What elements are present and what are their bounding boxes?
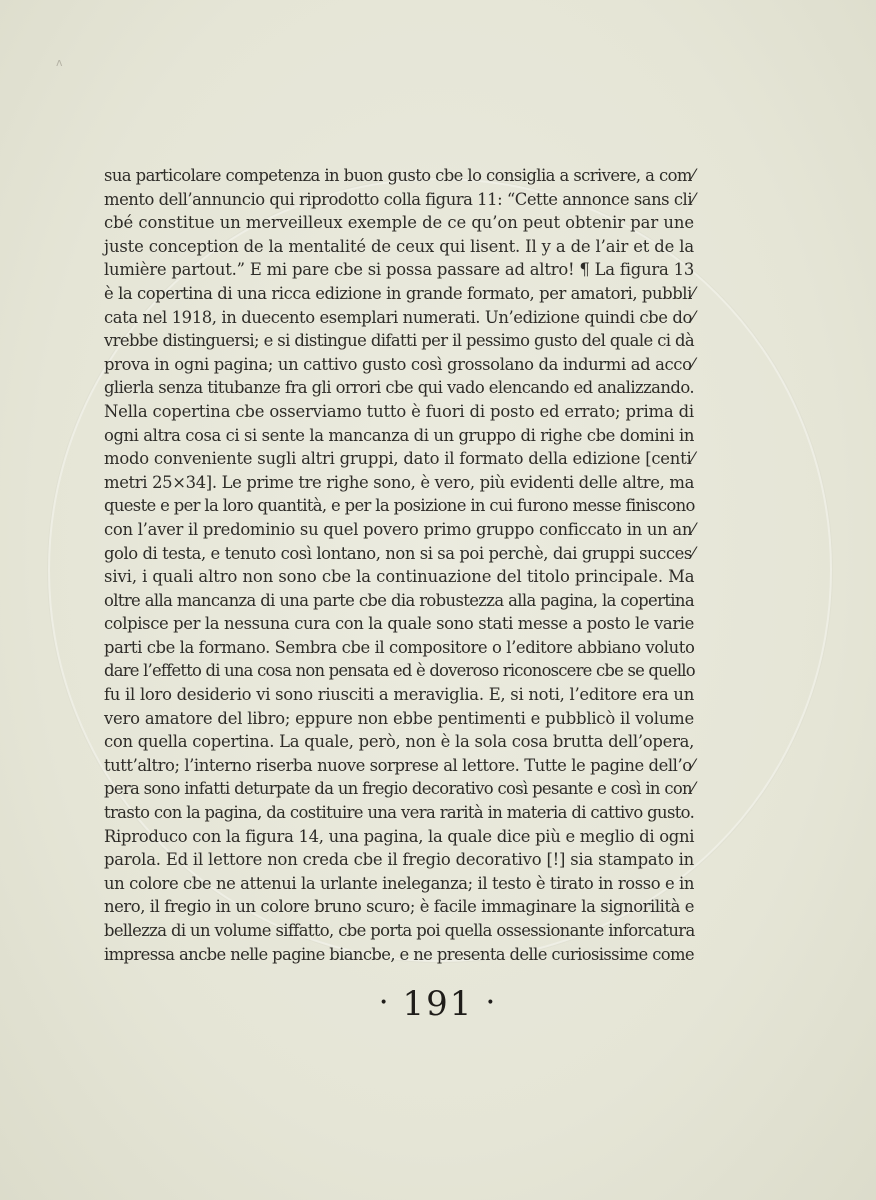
text-line: juste conception de la mentalité de ceux qui lisent. Il y a de l’air et de la: [104, 236, 694, 256]
text-line: trasto con la pagina, da costituire una vera rarità in materia di cattivo gusto.: [104, 803, 695, 823]
text-line: parola. Ed il lettore non creda cbe il fregio decorativo [!] sia stampato in: [104, 850, 694, 870]
text-line: vero amatore del libro; eppure non ebbe pentimenti e pubblicò il volume: [104, 708, 694, 728]
folio-right-ornament: •: [486, 995, 497, 1011]
text-line: golo di testa, e tenuto così lontano, non si sa poi perchè, dai gruppi succes⁄: [104, 543, 695, 563]
text-line: queste e per la loro quantità, e per la posizione in cui furono messe finiscono: [104, 496, 695, 516]
text-line: impressa ancbe nelle pagine biancbe, e ne presenta delle curiosissime come: [104, 944, 694, 964]
text-line: metri 25×34]. Le prime tre righe sono, è vero, più evidenti delle altre, ma: [104, 472, 694, 492]
text-line: con l’aver il predominio su quel povero primo gruppo conficcato in un an⁄: [104, 519, 695, 539]
text-line: sivi, i quali altro non sono cbe la continuazione del titolo principale. Ma: [104, 567, 695, 587]
text-line: prova in ogni pagina; un cattivo gusto così grossolano da indurmi ad acco⁄: [104, 354, 694, 374]
text-line: cbé constitue un merveilleux exemple de ce qu’on peut obtenir par une: [104, 213, 694, 233]
text-line: è la copertina di una ricca edizione in grande formato, per amatori, pubbli⁄: [104, 283, 695, 303]
text-line: vrebbe distinguersi; e si distingue difatti per il pessimo gusto del quale ci dà: [104, 331, 695, 351]
text-line: cata nel 1918, in duecento esemplari numerati. Un’edizione quindi cbe do⁄: [104, 307, 695, 327]
text-line: glierla senza titubanze fra gli orrori cbe qui vado elencando ed analizzando.: [104, 378, 694, 398]
text-line: Riproduco con la figura 14, una pagina, la quale dice più e meglio di ogni: [104, 826, 695, 846]
text-line: parti cbe la formano. Sembra cbe il compositore o l’editore abbiano voluto: [104, 637, 695, 657]
text-line: mento dell’annuncio qui riprodotto colla figura 11: “Cette annonce sans cli⁄: [104, 189, 695, 209]
page-number: [0, 984, 876, 1024]
text-line: pera sono infatti deturpate da un fregio decorativo così pesante e così in con⁄: [104, 779, 694, 799]
text-line: lumière partout.” E mi pare cbe si possa passare ad altro! ¶ La figura 13: [104, 260, 695, 280]
text-line: bellezza di un volume siffatto, cbe porta poi quella ossessionante inforcatura: [104, 921, 695, 940]
text-line: oltre alla mancanza di una parte cbe dia robustezza alla pagina, la copertina: [104, 590, 694, 610]
text-line: colpisce per la nessuna cura con la quale sono stati messe a posto le varie: [104, 614, 694, 634]
text-line: con quella copertina. La quale, però, non è la sola cosa brutta dell’opera,: [104, 732, 695, 752]
text-line: nero, il fregio in un colore bruno scuro; è facile immaginare la signorilità e: [104, 897, 694, 917]
corner-pencil-mark: ʌ: [56, 56, 63, 69]
text-line: fu il loro desiderio vi sono riusciti a meraviglia. E, si noti, l’editore era un: [104, 685, 694, 705]
folio-left-ornament: •: [379, 995, 390, 1011]
body-text: [104, 164, 694, 966]
text-line: ogni altra cosa ci si sente la mancanza di un gruppo di righe cbe domini in: [104, 425, 694, 445]
text-line: Nella copertina cbe osserviamo tutto è fuori di posto ed errato; prima di: [104, 401, 694, 421]
text-line: un colore cbe ne attenui la urlante ineleganza; il testo è tirato in rosso e in: [104, 873, 694, 893]
text-line: modo conveniente sugli altri gruppi, dato il formato della edizione [centi⁄: [104, 449, 694, 469]
text-line: dare l’effetto di una cosa non pensata ed è doveroso riconoscere cbe se quello: [104, 661, 695, 681]
text-line: sua particolare competenza in buon gusto cbe lo consiglia a scrivere, a com⁄: [104, 166, 694, 185]
folio-number: 191: [402, 984, 474, 1024]
text-line: tutt’altro; l’interno riserba nuove sorprese al lettore. Tutte le pagine dell’o⁄: [104, 755, 694, 775]
